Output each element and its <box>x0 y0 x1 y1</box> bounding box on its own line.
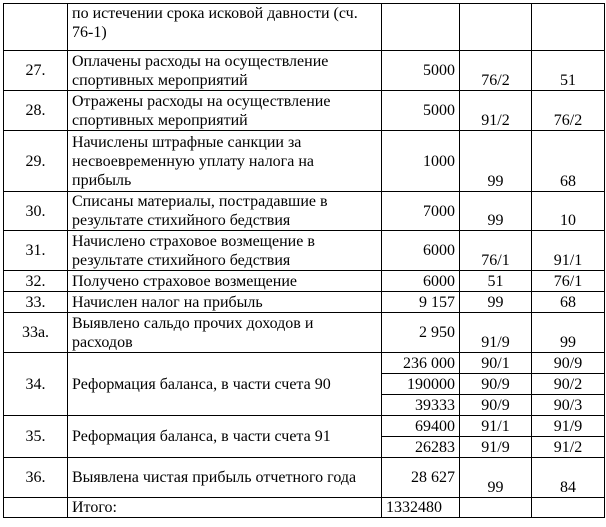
debit-cell: 99 <box>460 458 532 498</box>
debit-cell: 91/9 <box>460 437 532 458</box>
table-row <box>4 353 605 374</box>
credit-cell: 91/2 <box>532 437 605 458</box>
debit-cell: 90/9 <box>460 374 532 395</box>
row-number: 31. <box>4 231 68 271</box>
credit-cell: 91/1 <box>532 231 605 271</box>
amount-cell: 1000 <box>382 131 460 192</box>
amount-cell: 26283 <box>382 437 460 458</box>
amount-cell: 5000 <box>382 51 460 91</box>
row-number: 30. <box>4 192 68 231</box>
row-number: 33. <box>4 292 68 313</box>
debit-cell: 91/1 <box>460 416 532 437</box>
operation-text: Оплачены расходы на осуществление спортивных мероприятий <box>68 51 382 91</box>
credit-cell: 68 <box>532 131 605 192</box>
debit-cell <box>460 4 532 51</box>
debit-cell: 76/1 <box>460 231 532 271</box>
debit-cell: 91/9 <box>460 313 532 353</box>
credit-cell: 76/1 <box>532 271 605 292</box>
row-number <box>4 498 68 518</box>
total-row <box>4 498 605 518</box>
credit-cell: 76/2 <box>532 91 605 131</box>
total-amount: 1332480 <box>382 498 460 518</box>
table-row <box>4 271 605 292</box>
amount-cell <box>382 4 460 51</box>
row-number: 36. <box>4 458 68 498</box>
debit-cell: 90/1 <box>460 353 532 374</box>
operation-text: по истечении срока исковой давности (сч. 76-1) <box>68 4 382 51</box>
operation-text: Начислено страховое возмещение в результате стихийного бедствия <box>68 231 382 271</box>
credit-cell: 91/9 <box>532 416 605 437</box>
amount-cell: 6000 <box>382 231 460 271</box>
amount-cell: 190000 <box>382 374 460 395</box>
debit-cell: 99 <box>460 192 532 231</box>
credit-cell: 90/2 <box>532 374 605 395</box>
debit-cell <box>460 498 532 518</box>
credit-cell: 51 <box>532 51 605 91</box>
amount-cell: 6000 <box>382 271 460 292</box>
operation-text: Реформация баланса, в части счета 91 <box>68 416 382 458</box>
row-number: 32. <box>4 271 68 292</box>
amount-cell: 39333 <box>382 395 460 416</box>
table-row <box>4 231 605 271</box>
credit-cell: 90/9 <box>532 353 605 374</box>
table-row <box>4 131 605 192</box>
table-row <box>4 313 605 353</box>
table-row <box>4 51 605 91</box>
debit-cell: 76/2 <box>460 51 532 91</box>
operation-text: Начислен налог на прибыль <box>68 292 382 313</box>
table-row <box>4 91 605 131</box>
operation-text: Отражены расходы на осуществление спортивных мероприятий <box>68 91 382 131</box>
row-number: 34. <box>4 353 68 416</box>
credit-cell <box>532 4 605 51</box>
operation-text: Реформация баланса, в части счета 90 <box>68 353 382 416</box>
credit-cell: 90/3 <box>532 395 605 416</box>
row-number: 28. <box>4 91 68 131</box>
table-row <box>4 458 605 498</box>
operation-text: Выявлено сальдо прочих доходов и расходов <box>68 313 382 353</box>
debit-cell: 99 <box>460 292 532 313</box>
amount-cell: 69400 <box>382 416 460 437</box>
operation-text: Получено страховое возмещение <box>68 271 382 292</box>
amount-cell: 7000 <box>382 192 460 231</box>
journal-table <box>3 3 605 518</box>
amount-cell: 236 000 <box>382 353 460 374</box>
credit-cell: 99 <box>532 313 605 353</box>
credit-cell <box>532 498 605 518</box>
operation-text: Выявлена чистая прибыль отчетного года <box>68 458 382 498</box>
table-row <box>4 4 605 51</box>
debit-cell: 51 <box>460 271 532 292</box>
amount-cell: 5000 <box>382 91 460 131</box>
amount-cell: 2 950 <box>382 313 460 353</box>
credit-cell: 68 <box>532 292 605 313</box>
operation-text: Начислены штрафные санкции за несвоевременную уплату налога на прибыль <box>68 131 382 192</box>
debit-cell: 90/9 <box>460 395 532 416</box>
table-row <box>4 292 605 313</box>
row-number: 35. <box>4 416 68 458</box>
debit-cell: 91/2 <box>460 91 532 131</box>
table-row <box>4 416 605 437</box>
amount-cell: 9 157 <box>382 292 460 313</box>
operation-text: Списаны материалы, пострадавшие в результате стихийного бедствия <box>68 192 382 231</box>
debit-cell: 99 <box>460 131 532 192</box>
credit-cell: 84 <box>532 458 605 498</box>
row-number: 29. <box>4 131 68 192</box>
row-number: 33а. <box>4 313 68 353</box>
row-number <box>4 4 68 51</box>
table-row <box>4 192 605 231</box>
total-label: Итого: <box>68 498 382 518</box>
amount-cell: 28 627 <box>382 458 460 498</box>
credit-cell: 10 <box>532 192 605 231</box>
row-number: 27. <box>4 51 68 91</box>
